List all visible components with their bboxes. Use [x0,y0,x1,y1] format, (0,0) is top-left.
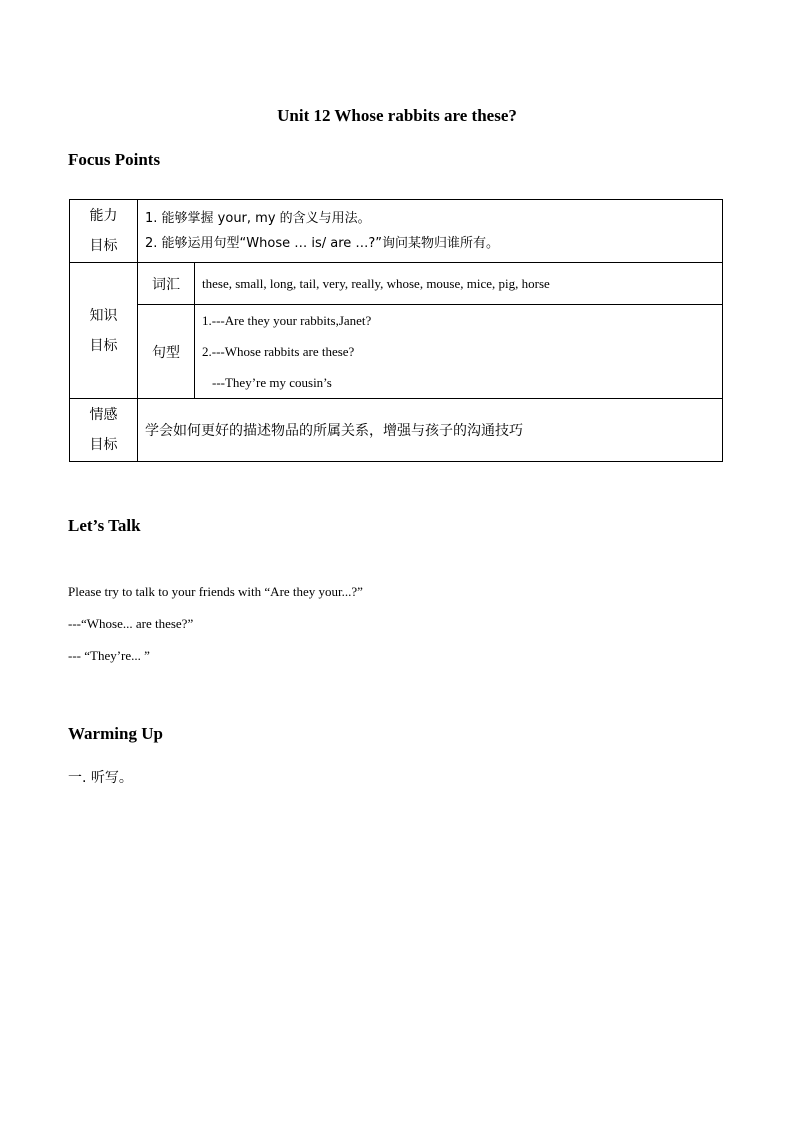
talk-line-1: Please try to talk to your friends with “Are they your...?” [68,584,363,599]
emotion-content: 学会如何更好的描述物品的所属关系，增强与孩子的沟通技巧 [138,399,723,462]
ability-line-1: 1. 能够掌握 your, my 的含义与用法。 [145,211,371,226]
vocab-row [70,263,723,305]
pattern-list [195,305,723,399]
focus-points-table [69,199,723,462]
emotion-row [70,399,723,462]
pattern-line-2: 2.---Whose rabbits are these? [202,344,355,359]
vocab-list: these, small, long, tail, very, really, whose, mouse, mice, pig, horse [195,263,723,305]
dictation-item: 一. 听写。 [68,770,133,786]
talk-line-2: ---“Whose... are these?” [68,616,194,631]
focus-points-heading: Focus Points [68,150,161,169]
lets-talk-heading: Let’s Talk [68,516,141,535]
page-title: Unit 12 Whose rabbits are these? [277,106,517,125]
ability-line-2: 2. 能够运用句型“Whose … is/ are …?”询问某物归谁所有。 [145,236,500,251]
pattern-line-1: 1.---Are they your rabbits,Janet? [202,313,372,328]
pattern-label: 句型 [138,305,195,399]
vocab-label: 词汇 [138,263,195,305]
pattern-row [70,305,723,399]
knowledge-label: 知识 目标 [70,263,138,399]
pattern-line-3: ---They’re my cousin’s [212,375,332,390]
talk-line-3: --- “They’re... ” [68,648,150,663]
ability-content [138,200,723,263]
warming-up-heading: Warming Up [68,724,163,743]
ability-row [70,200,723,263]
emotion-label: 情感 目标 [70,399,138,462]
ability-label: 能力 目标 [70,200,138,263]
